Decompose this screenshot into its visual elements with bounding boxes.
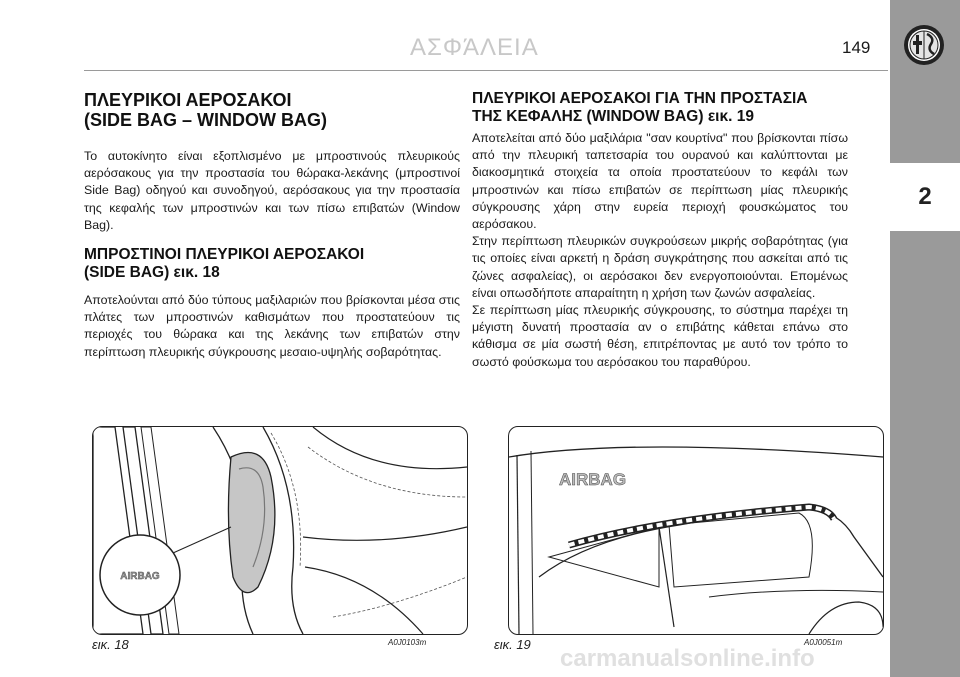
alfa-romeo-logo-icon <box>903 24 945 66</box>
left-paragraph-1-block <box>84 148 460 234</box>
figure-19-caption: εικ. 19 <box>494 637 531 652</box>
heading-line: ΠΛΕΥΡΙΚΟΙ ΑΕΡΟΣΑΚΟΙ ΓΙΑ ΤΗΝ ΠΡΟΣΤΑΣΙΑ <box>472 90 808 107</box>
heading-line: (SIDE BAG – WINDOW BAG) <box>84 110 327 130</box>
figure-18-code: A0J0103m <box>388 638 427 647</box>
right-paragraph-3: Σε περίπτωση μίας πλευρικής σύγκρουσης, το σύστημα παρέχει τη μέγιστη δυνατή προστασία αν ο επιβάτης κάθεται επάνω στο κάθισμα σε μία σωστή θέση, επιτρέποντας με αυτό τον τρόπο το σωστό φούσκωμα του αερόσακου του παραθύρου. <box>472 303 848 369</box>
chapter-sidebar <box>890 0 960 677</box>
figure-19-airbag-label: AIRBAG <box>559 470 627 489</box>
heading-line: (SIDE BAG) εικ. 18 <box>84 264 220 281</box>
right-heading <box>472 90 848 126</box>
heading-line: ΠΛΕΥΡΙΚΟΙ ΑΕΡΟΣΑΚΟΙ <box>84 90 292 110</box>
heading-line: ΤΗΣ ΚΕΦΑΛΗΣ (WINDOW BAG) εικ. 19 <box>472 108 754 125</box>
right-text-block <box>472 130 848 371</box>
car-window-bag-illustration <box>509 427 883 634</box>
figure-19-code: A0J0051m <box>804 638 843 647</box>
section-title: ΑΣΦΆΛΕΙΑ <box>410 34 539 61</box>
watermark: carmanualsonline.info <box>560 645 815 672</box>
page-number: 149 <box>842 38 871 57</box>
figure-18-side-bag <box>92 426 468 635</box>
chapter-tab[interactable]: 2 <box>890 163 960 231</box>
left-heading-2 <box>84 246 460 282</box>
figure-19-window-bag <box>508 426 884 635</box>
left-paragraph-2: Αποτελούνται από δύο τύπους μαξιλαριών που βρίσκονται μέσα στις πλάτες των μπροστινών καθισμάτων που προστατεύουν τις περιοχές του θώρακα και της λεκάνης των επιβατών στην περίπτωση πλευρικής σύγκρουσης μεσαιο-υψηλής σοβαρότητας. <box>84 293 460 359</box>
heading-line: ΜΠΡΟΣΤΙΝΟΙ ΠΛΕΥΡΙΚΟΙ ΑΕΡΟΣΑΚΟΙ <box>84 246 365 263</box>
seat-side-bag-illustration <box>93 427 467 634</box>
figure-18-caption: εικ. 18 <box>92 637 129 652</box>
left-paragraph-1: Το αυτοκίνητο είναι εξοπλισμένο με μπροστινούς πλευρικούς αερόσακους για την προστασία του θώρακα-λεκάνης (μπροστινοί Side Bag) οδηγού και συνοδηγού, αερόσακους για την προστασία της κεφαλής των μπροστινών και των πίσω επιβατών (Window Bag). <box>84 149 460 232</box>
left-paragraph-2-block <box>84 292 460 361</box>
right-paragraph-1: Αποτελείται από δύο μαξιλάρια "σαν κουρτίνα" που βρίσκονται πίσω από την πλευρική ταπετσαρία του ουρανού και καλύπτονται με διακοσμητικά στοιχεία τα οποία προστατεύουν το κεφάλι των μπροστινών και πίσω επιβατών σε περίπτωση μίας πλευρικής σύγκρουσης χάρη στην ευρεία περιοχή φουσκώματος του αερόσακου. <box>472 131 848 232</box>
left-heading-1 <box>84 90 460 130</box>
figure-18-airbag-label: AIRBAG <box>120 571 160 582</box>
header-divider <box>84 70 888 71</box>
right-paragraph-2: Στην περίπτωση πλευρικών συγκρούσεων μικρής σοβαρότητας (για τις οποίες είναι αρκετή η δράση συγκράτησης που ασκείται από τις ζώνες ασφαλείας), οι αερόσακοι δεν ενεργοποιούνται. Επομένως είναι οπωσδήποτε απαραίτητη η χρήση των ζωνών ασφαλείας. <box>472 234 848 300</box>
